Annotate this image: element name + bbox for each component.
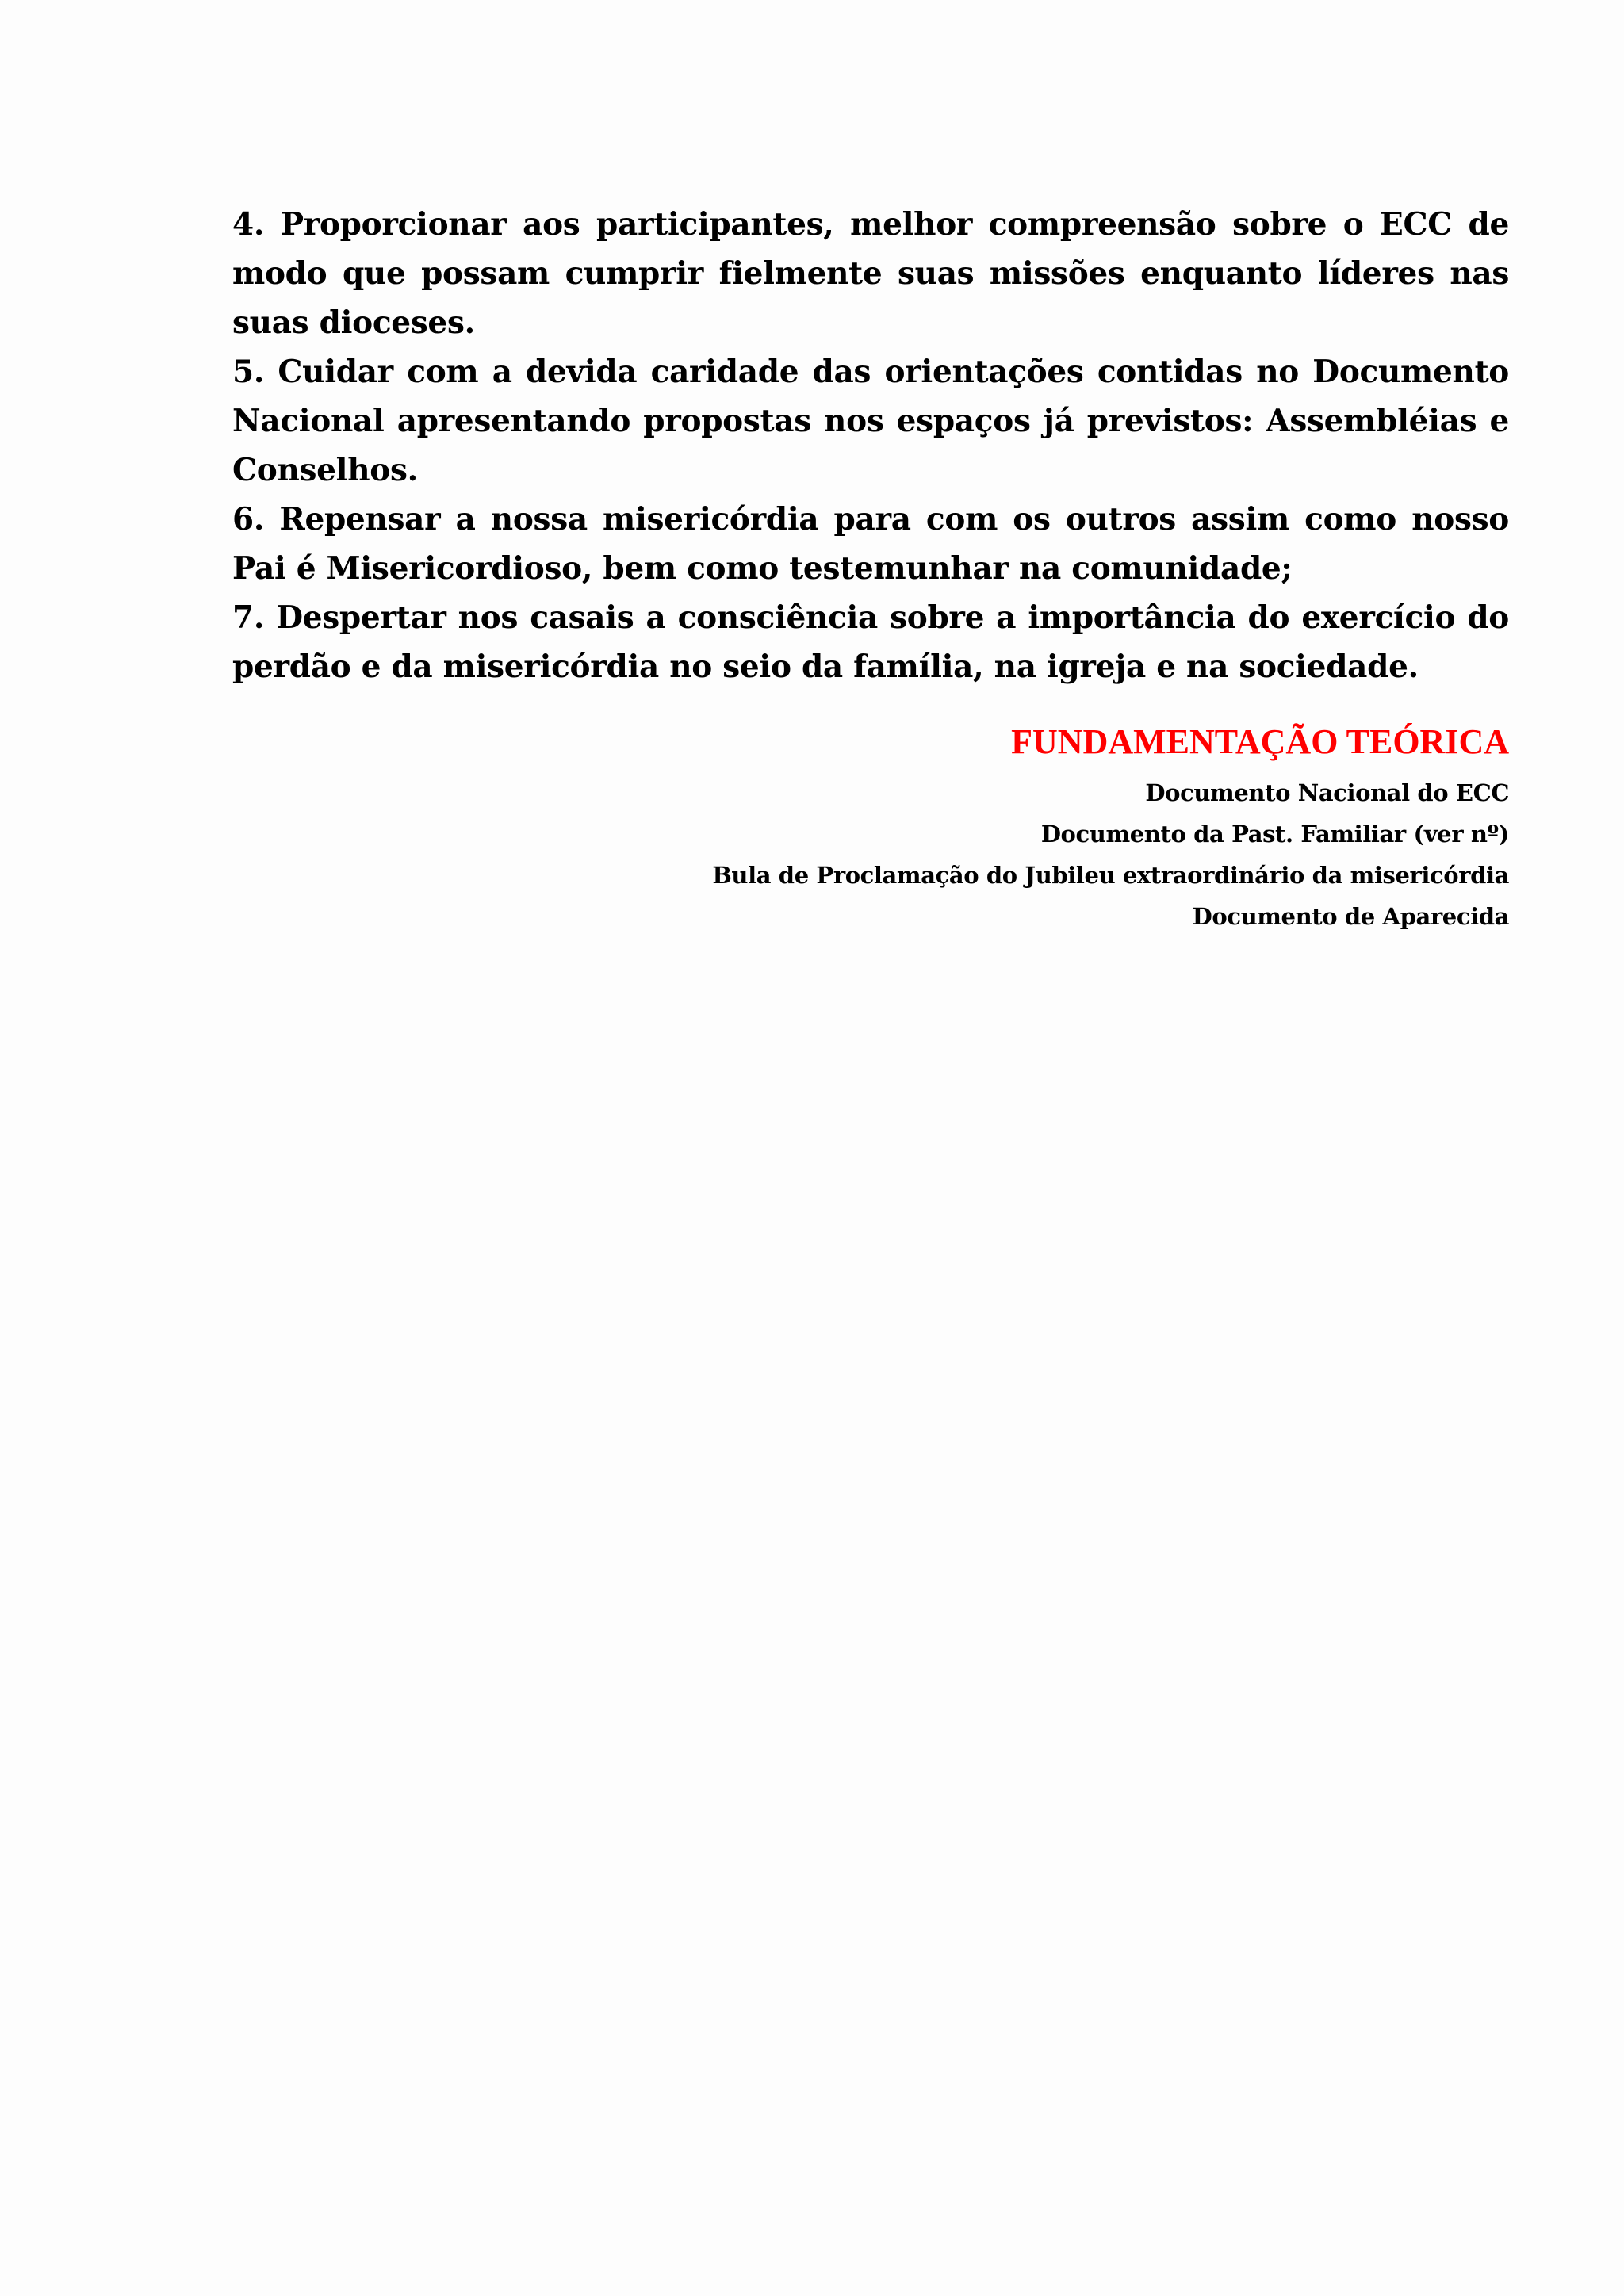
objective-item-6: 6. Repensar a nossa misericórdia para com os outros assim como nosso Pai é Misericordioso, bem como testemunhar na comunidade; (232, 501, 1509, 587)
objective-item-7: 7. Despertar nos casais a consciência sobre a importância do exercício do perdão e da misericórdia no seio da família, na igreja e na sociedade. (232, 599, 1509, 685)
section-title: FUNDAMENTAÇÃO TEÓRICA (1011, 722, 1509, 761)
reference-item: Documento de Aparecida (1192, 903, 1509, 930)
objective-item-4: 4. Proporcionar aos participantes, melhor compreensão sobre o ECC de modo que possam cumprir fielmente suas missões enquanto líderes nas suas dioceses. (232, 206, 1509, 341)
objectives-list (232, 200, 1509, 691)
theoretical-foundation-section (232, 720, 1509, 937)
page-content (232, 200, 1509, 937)
objective-item-5: 5. Cuidar com a devida caridade das orientações contidas no Documento Nacional apresentando propostas nos espaços já previstos: Assembléias e Conselhos. (232, 354, 1509, 488)
reference-item: Documento Nacional do ECC (1145, 779, 1509, 806)
reference-item: Documento da Past. Familiar (ver nº) (1040, 821, 1509, 848)
reference-item: Bula de Proclamação do Jubileu extraordinário da misericórdia (712, 862, 1509, 889)
reference-list (232, 772, 1509, 937)
